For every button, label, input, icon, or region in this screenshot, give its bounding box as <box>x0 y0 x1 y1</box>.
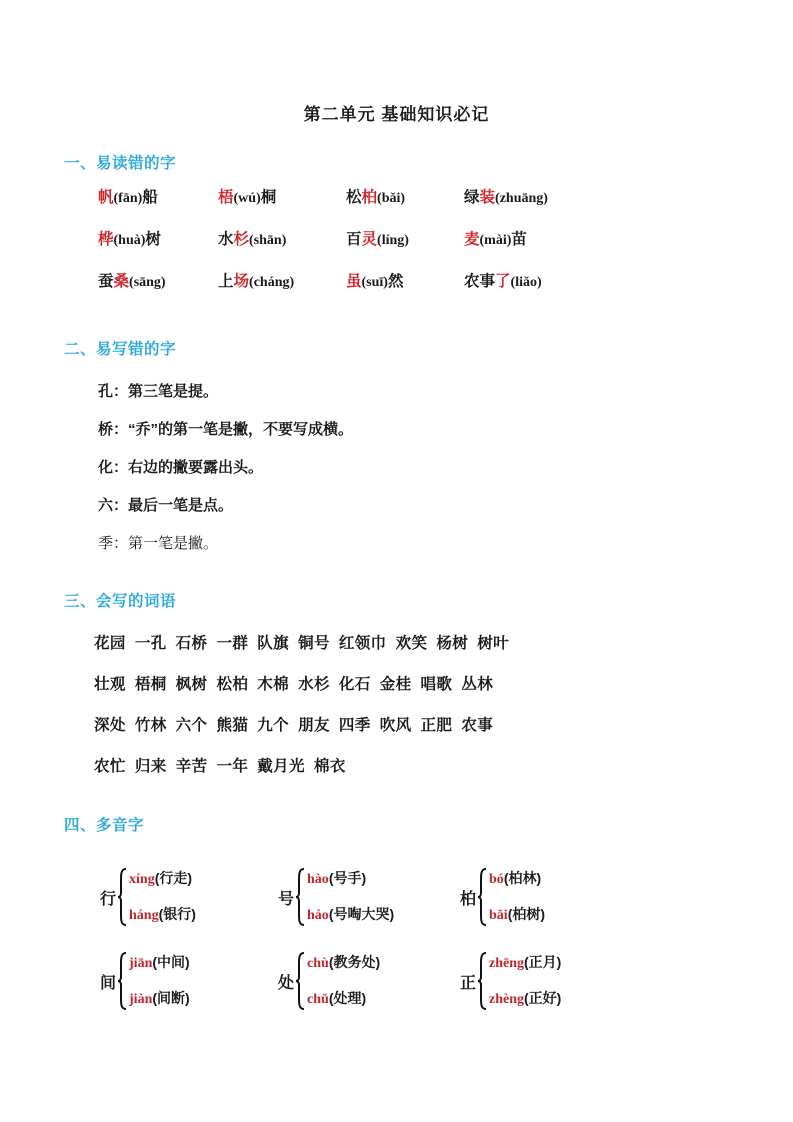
char-plain: 水 <box>218 231 234 248</box>
miswrite-line: 化：右边的撇要露出头。 <box>98 459 264 476</box>
vocab-word: 农事 <box>461 717 494 734</box>
vocab-word: 归来 <box>134 758 167 775</box>
polyphone-char: 柏 <box>460 890 477 908</box>
char-plain: 农事 <box>464 273 496 290</box>
polyphone-group <box>278 952 460 1010</box>
polyphone-char: 号 <box>278 890 295 908</box>
pinyin: zhēng <box>489 956 525 971</box>
polyphone-reading <box>307 904 394 926</box>
example-word: (柏林) <box>503 870 542 886</box>
example-word: (号手) <box>328 870 367 886</box>
pinyin: (mài) <box>479 233 512 248</box>
vocab-word: 朋友 <box>298 717 330 734</box>
pinyin: (huà) <box>113 233 146 248</box>
vocab-word: 壮观 <box>94 676 126 693</box>
pinyin: háng <box>129 908 159 923</box>
char-highlight: 杉 <box>233 231 250 248</box>
vocab-word: 木棉 <box>257 676 290 693</box>
misread-item <box>346 269 464 291</box>
example-word: (柏树) <box>507 906 546 922</box>
section-4-content <box>56 843 737 1023</box>
misread-item <box>98 227 218 249</box>
misread-item <box>464 269 594 291</box>
polyphone-group <box>100 952 278 1010</box>
pinyin: hào <box>307 872 329 887</box>
char-plain: 船 <box>142 189 158 206</box>
vocab-word: 棉衣 <box>313 758 346 775</box>
char-highlight: 桑 <box>113 273 130 290</box>
polyphone-reading <box>129 952 190 974</box>
section-2-content <box>56 367 737 563</box>
misread-item <box>464 227 594 249</box>
pinyin: (bǎi) <box>377 191 406 206</box>
pinyin: (zhuāng) <box>495 191 548 206</box>
polyphone-reading <box>489 988 561 1010</box>
polyphone-reading <box>307 952 380 974</box>
polyphone-reading <box>129 868 196 890</box>
polyphone-char: 行 <box>100 890 117 908</box>
section-heading-1: 一、易读错的字 <box>64 155 177 172</box>
example-word: (银行) <box>158 906 196 922</box>
example-word: (正好) <box>524 990 562 1006</box>
polyphone-readings <box>489 952 561 1010</box>
vocab-word: 石桥 <box>175 635 208 652</box>
vocab-word: 唱歌 <box>420 676 453 693</box>
polyphone-reading <box>489 868 545 890</box>
pinyin: háo <box>307 908 329 923</box>
polyphone-char: 间 <box>100 974 117 992</box>
polyphone-readings <box>129 868 196 926</box>
example-word: (号啕大哭) <box>328 906 395 922</box>
misread-item <box>98 269 218 291</box>
example-word: (中间) <box>152 954 190 970</box>
brace-icon <box>295 952 306 1010</box>
vocab-word: 正肥 <box>420 717 453 734</box>
section-1-content <box>56 181 737 311</box>
pinyin: (líng) <box>377 233 409 248</box>
example-word: (正月) <box>524 954 562 970</box>
vocab-word: 欢笑 <box>395 635 428 652</box>
polyphone-reading <box>489 904 545 926</box>
char-plain: 苗 <box>511 231 527 248</box>
brace-icon-wrap <box>117 952 128 1010</box>
pinyin: xíng <box>129 872 155 887</box>
char-plain: 上 <box>218 273 234 290</box>
example-word: (行走) <box>154 870 193 886</box>
vocab-word: 松柏 <box>216 676 249 693</box>
char-plain: 绿 <box>464 189 480 206</box>
vocab-word: 农忙 <box>94 758 126 775</box>
brace-icon-wrap <box>477 952 488 1010</box>
polyphone-group <box>278 868 460 926</box>
section-heading-4: 四、多音字 <box>64 817 145 834</box>
polyphone-group <box>460 952 620 1010</box>
char-plain: 树 <box>145 231 161 248</box>
char-plain: 然 <box>387 273 404 290</box>
pinyin: chǔ <box>307 992 329 1007</box>
word-line <box>94 705 737 746</box>
pinyin: bó <box>489 872 504 887</box>
vocab-word: 九个 <box>257 717 290 734</box>
vocab-word: 深处 <box>94 717 126 734</box>
vocab-word: 辛苦 <box>175 758 208 775</box>
polyphone-group <box>460 868 620 926</box>
vocab-word: 杨树 <box>436 635 469 652</box>
polyphone-readings <box>307 952 380 1010</box>
pinyin: (wú) <box>233 191 261 206</box>
vocab-word: 梧桐 <box>134 676 167 693</box>
polyphone-reading <box>307 988 380 1010</box>
pinyin: (shān) <box>249 233 287 248</box>
polyphone-readings <box>489 868 545 926</box>
pinyin: (suī) <box>361 275 388 290</box>
brace-icon <box>477 868 488 926</box>
vocab-word: 戴月光 <box>257 758 305 775</box>
char-plain: 蚕 <box>98 273 114 290</box>
vocab-word: 红领巾 <box>338 635 387 652</box>
char-highlight: 帆 <box>98 189 114 206</box>
misread-row <box>98 269 737 311</box>
vocab-word: 一群 <box>216 635 249 652</box>
polyphone-reading <box>129 988 190 1010</box>
example-word: (间断) <box>152 990 190 1006</box>
vocab-word: 树叶 <box>477 635 510 652</box>
miswrite-line: 孔：第三笔是提。 <box>98 383 219 400</box>
vocab-word: 竹林 <box>134 717 167 734</box>
page-title: 第二单元 基础知识必记 <box>303 105 490 124</box>
misread-item <box>218 185 346 207</box>
char-highlight: 装 <box>479 189 496 206</box>
section-heading-2: 二、易写错的字 <box>64 341 177 358</box>
misread-item <box>464 185 594 207</box>
polyphone-row <box>100 939 737 1023</box>
misread-row <box>98 227 737 269</box>
word-line <box>94 746 737 787</box>
char-highlight: 虽 <box>346 273 362 290</box>
vocab-word: 吹风 <box>379 717 412 734</box>
vocab-word: 铜号 <box>298 635 330 652</box>
brace-icon <box>295 868 306 926</box>
section-heading-3: 三、会写的词语 <box>64 593 177 610</box>
vocab-word: 丛林 <box>461 676 494 693</box>
char-highlight: 柏 <box>361 189 378 206</box>
vocab-word: 枫树 <box>175 676 208 693</box>
char-highlight: 了 <box>495 273 511 290</box>
polyphone-char: 正 <box>460 974 477 992</box>
pinyin: bǎi <box>489 908 508 923</box>
misread-item <box>346 227 464 249</box>
pinyin: zhèng <box>489 992 525 1007</box>
vocab-word: 队旗 <box>257 635 290 652</box>
misread-item <box>98 185 218 207</box>
vocab-word: 一孔 <box>134 635 167 652</box>
brace-icon-wrap <box>477 868 488 926</box>
char-plain: 松 <box>346 189 362 206</box>
vocab-word: 一年 <box>216 758 249 775</box>
vocab-word: 六个 <box>175 717 208 734</box>
pinyin: chù <box>307 956 329 971</box>
vocab-word: 四季 <box>338 717 371 734</box>
pinyin: jiān <box>129 956 153 971</box>
pinyin: (cháng) <box>249 275 295 290</box>
word-line <box>94 623 737 664</box>
char-plain: 桐 <box>260 189 277 206</box>
vocab-word: 金桂 <box>379 676 412 693</box>
pinyin: (sāng) <box>129 275 166 290</box>
polyphone-reading <box>129 904 196 926</box>
char-highlight: 灵 <box>361 231 378 248</box>
brace-icon-wrap <box>117 868 128 926</box>
vocab-word: 水杉 <box>298 676 330 693</box>
miswrite-line: 六：最后一笔是点。 <box>98 497 234 514</box>
char-highlight: 麦 <box>464 231 480 248</box>
brace-icon <box>117 868 128 926</box>
misread-item <box>218 269 346 291</box>
word-line <box>94 664 737 705</box>
example-word: (处理) <box>328 990 367 1006</box>
miswrite-line: 桥：“乔”的第一笔是撇，不要写成横。 <box>98 421 354 438</box>
misread-row <box>98 185 737 227</box>
misread-item <box>346 185 464 207</box>
misread-item <box>218 227 346 249</box>
polyphone-readings <box>129 952 190 1010</box>
polyphone-group <box>100 868 278 926</box>
char-highlight: 梧 <box>218 189 234 206</box>
vocab-word: 化石 <box>338 676 371 693</box>
brace-icon-wrap <box>295 868 306 926</box>
brace-icon-wrap <box>295 952 306 1010</box>
polyphone-reading <box>489 952 561 974</box>
polyphone-row <box>100 855 737 939</box>
pinyin: (fān) <box>113 191 143 206</box>
brace-icon <box>477 952 488 1010</box>
char-plain: 百 <box>346 231 362 248</box>
vocab-word: 熊猫 <box>216 717 249 734</box>
char-highlight: 场 <box>233 273 250 290</box>
pinyin: jiàn <box>129 992 153 1007</box>
polyphone-readings <box>307 868 394 926</box>
char-highlight: 桦 <box>98 231 114 248</box>
polyphone-char: 处 <box>278 974 295 992</box>
brace-icon <box>117 952 128 1010</box>
miswrite-line: 季：第一笔是撇。 <box>98 536 219 552</box>
vocab-word: 花园 <box>94 635 126 652</box>
pinyin: (liǎo) <box>510 275 542 290</box>
polyphone-reading <box>307 868 394 890</box>
example-word: (教务处) <box>328 954 381 970</box>
section-3-content <box>56 619 737 787</box>
